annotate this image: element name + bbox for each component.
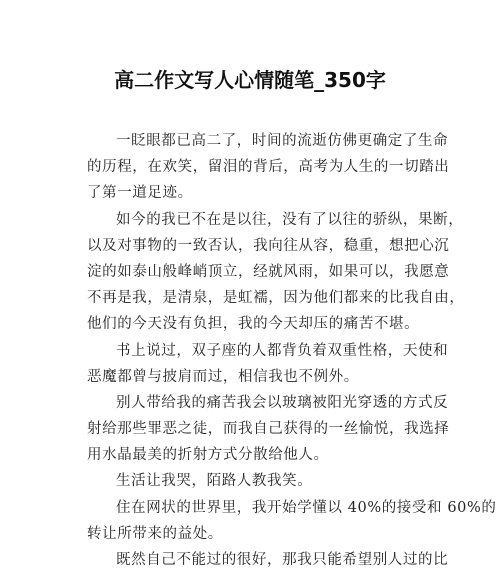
paragraph-line: 住在网状的世界里，我开始学懂以 40%的接受和 60%的 xyxy=(116,499,497,516)
paragraph-line: 射给那些罪恶之徒，而我自己获得的一丝愉悦，我选择 xyxy=(87,421,450,438)
paragraph-line: 淀的如泰山般峰峭顶立，经就风雨，如果可以，我愿意 xyxy=(87,263,450,280)
paragraph-line: 他们的今天没有负担，我的今天却压的痛苦不堪。 xyxy=(87,316,420,333)
paragraph-line: 的历程，在欢笑，留泪的背后，高考为人生的一切踏出 xyxy=(87,159,450,176)
paragraph-line: 不再是我，是清泉，是虹襦，因为他们都来的比我自由， xyxy=(87,290,465,307)
paragraph-line: 生活让我哭，陌路人教我笑。 xyxy=(116,473,313,490)
document-title: 高二作文写人心情随笔_350字 xyxy=(114,68,386,92)
paragraph-line: 书上说过，双子座的人都背负着双重性格，天使和 xyxy=(116,342,449,359)
paragraph-line: 了第一道足迹。 xyxy=(87,185,193,202)
paragraph-line: 如今的我已不在是以往，没有了以往的骄纵，果断， xyxy=(116,211,464,228)
paragraph-line: 用水晶最美的折射方式分散给他人。 xyxy=(87,447,329,464)
paragraph-line: 既然自己不能过的很好，那我只能希望别人过的比 xyxy=(116,552,449,568)
paragraph-line: 别人带给我的痛苦我会以玻璃被阳光穿透的方式反 xyxy=(116,394,449,411)
paragraph-line: 恶魔都曾与披肩而过，相信我也不例外。 xyxy=(87,368,359,385)
document-body xyxy=(87,128,497,573)
paragraph-line: 以及对事物的一致否认，我向往从容，稳重，想把心沉 xyxy=(87,237,450,254)
paragraph-line: 一眨眼都已高二了，时间的流逝仿佛更确定了生命 xyxy=(116,133,449,149)
paragraph-line: 转让所带来的益处。 xyxy=(87,525,223,542)
